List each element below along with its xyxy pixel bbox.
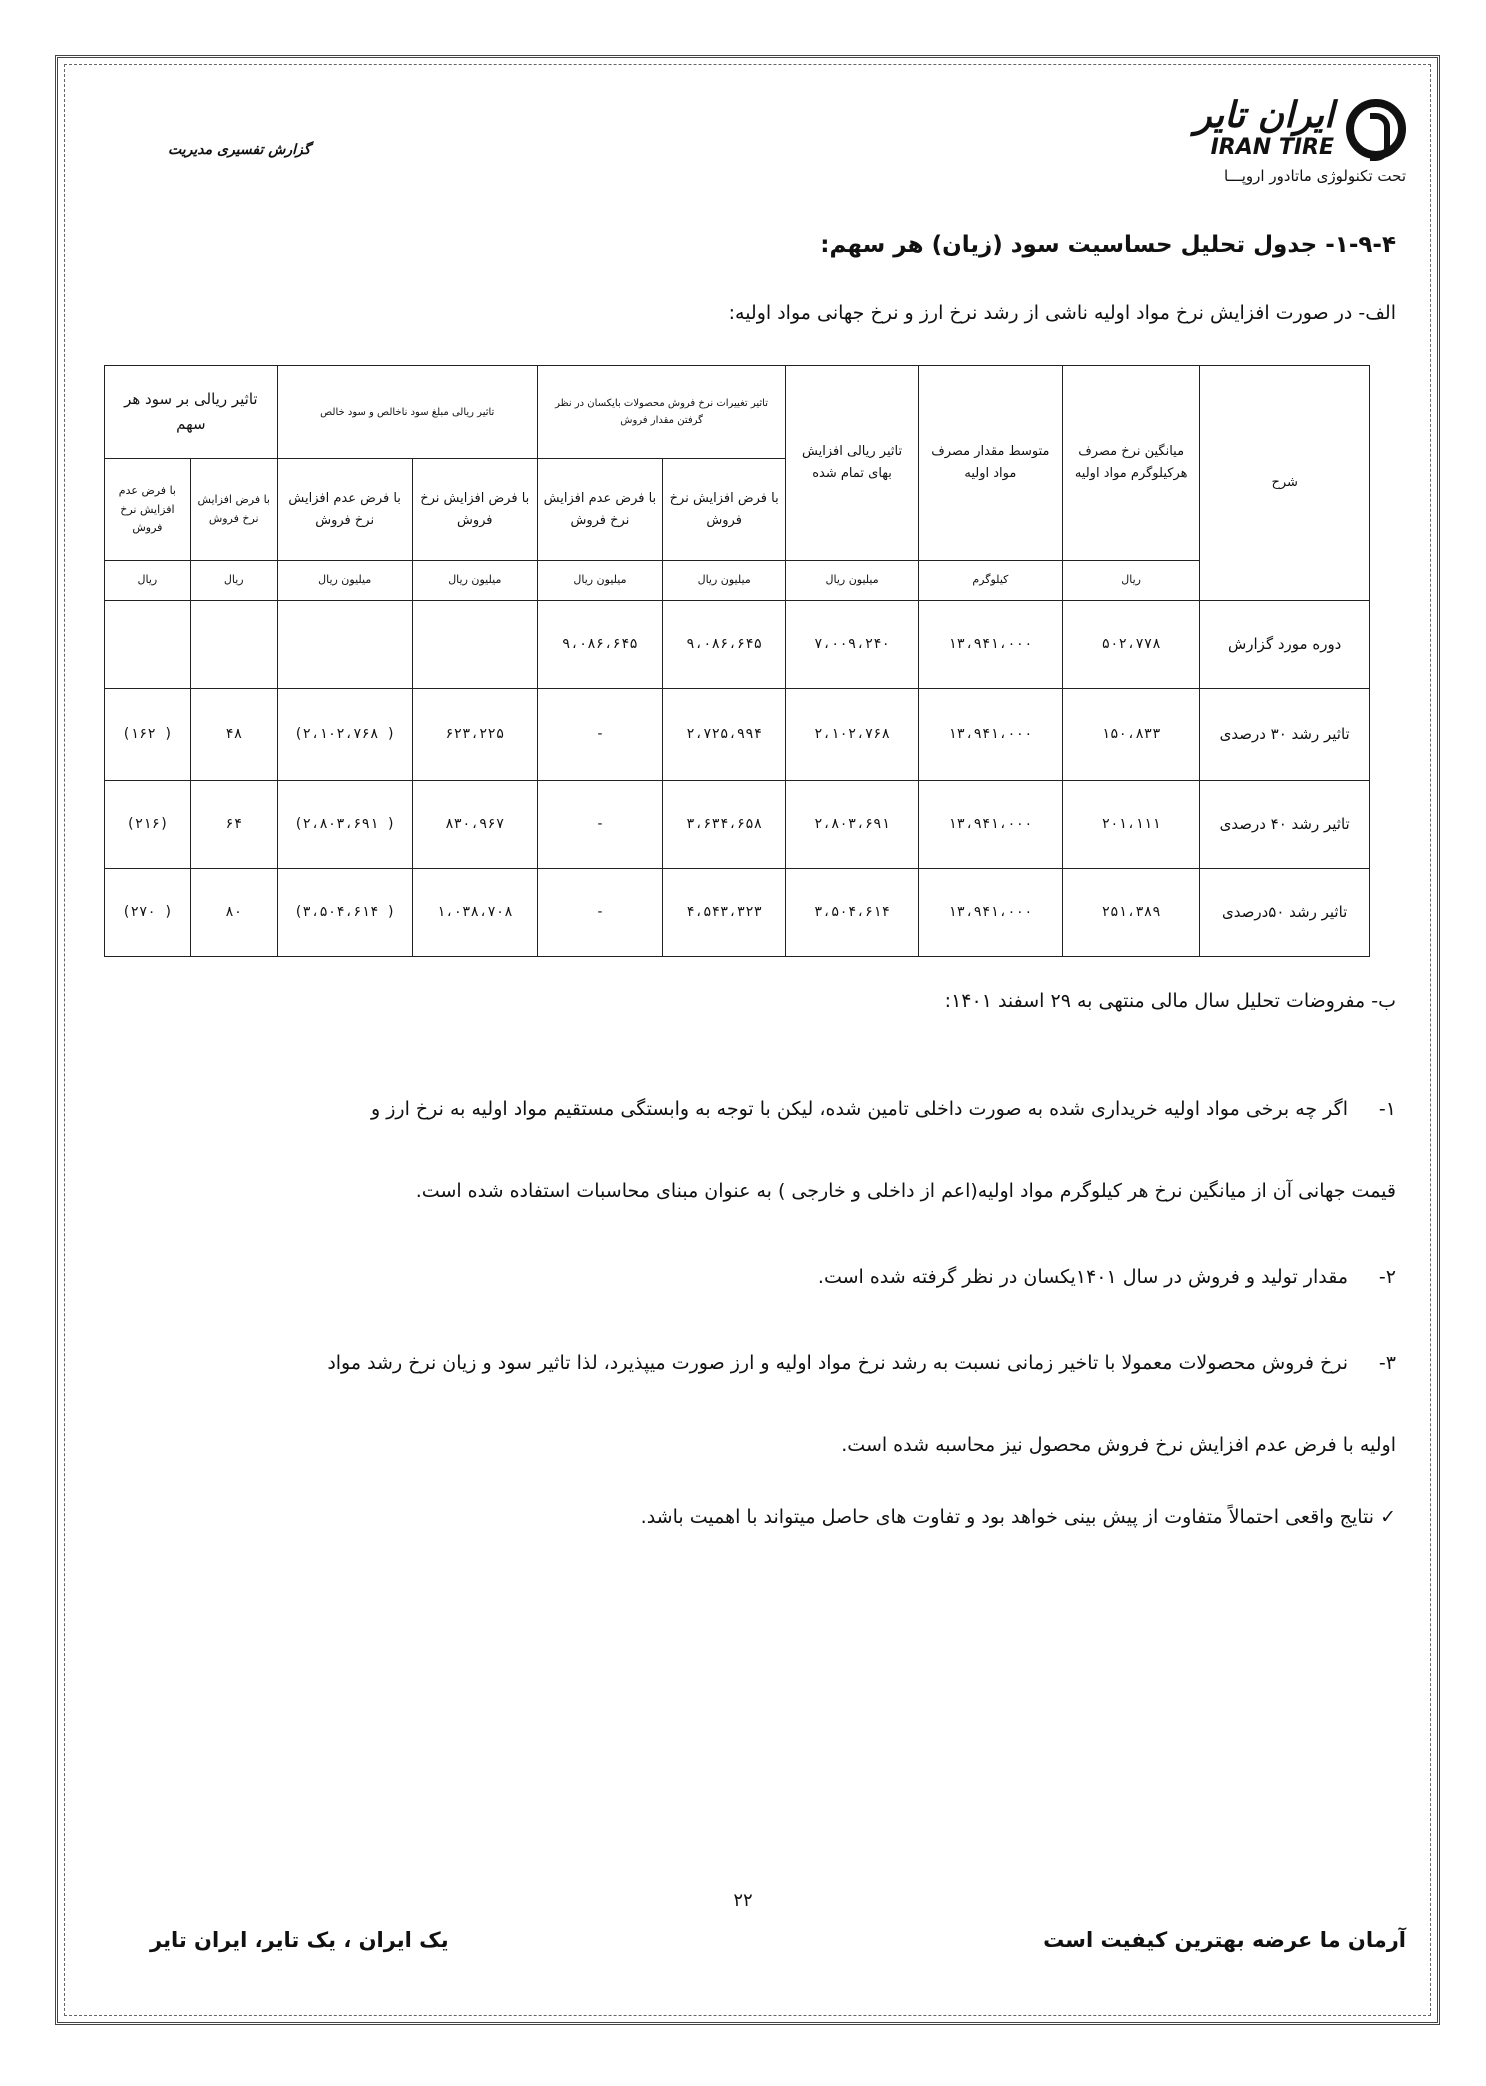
sub-sales-inc: با فرض افزایش نرخ فروش — [663, 459, 786, 561]
item-text: اولیه با فرض عدم افزایش نرخ فروش محصول نیز محاسبه شده است. — [841, 1434, 1396, 1456]
item-text: نرخ فروش محصولات معمولا با تاخیر زمانی نسبت به رشد نرخ مواد اولیه و ارز صورت میپذیرد، لذا تاثیر سود و زیان نرخ رشد مواد — [327, 1352, 1348, 1374]
cell-eps-inc: ۸۰ — [190, 869, 277, 957]
note-item — [156, 1498, 1396, 1536]
item-text: مقدار تولید و فروش در سال ۱۴۰۱یکسان در نظر گرفته شده است. — [817, 1266, 1348, 1288]
cell-profit-inc — [412, 601, 537, 689]
cell-eps-noinc — [105, 601, 191, 689]
unit-cell: میلیون ریال — [277, 561, 412, 601]
cell-eps-inc: ۶۴ — [190, 781, 277, 869]
cell-eps-inc — [190, 601, 277, 689]
cell-profit-inc: ۶۲۳،۲۲۵ — [412, 689, 537, 781]
list-item — [156, 1344, 1396, 1382]
unit-cell: میلیون ریال — [786, 561, 918, 601]
table-row — [105, 869, 1370, 957]
page-border-inner — [64, 64, 1431, 2016]
row-label: تاثیر رشد ۳۰ درصدی — [1200, 689, 1370, 781]
table-row — [105, 601, 1370, 689]
list-item — [156, 1258, 1396, 1296]
cell-cost: ۲،۱۰۲،۷۶۸ — [786, 689, 918, 781]
cell-avg-rate: ۵۰۲،۷۷۸ — [1062, 601, 1199, 689]
list-item-continued — [156, 1172, 1396, 1210]
unit-cell: کیلوگرم — [918, 561, 1062, 601]
header-profit-impact: تاثیر ریالی مبلغ سود ناخالص و سود خالص — [277, 366, 537, 459]
cell-sales-inc: ۴،۵۴۳،۳۲۳ — [663, 869, 786, 957]
list-item-continued — [156, 1426, 1396, 1464]
cell-avg-qty: ۱۳،۹۴۱،۰۰۰ — [918, 781, 1062, 869]
unit-cell: ریال — [190, 561, 277, 601]
header-description: شرح — [1200, 366, 1370, 601]
table-header-row — [105, 366, 1370, 459]
sub-eps-noinc: با فرض عدم افزایش نرخ فروش — [105, 459, 191, 561]
sensitivity-table — [104, 365, 1370, 957]
item-number: ۲- — [1378, 1266, 1396, 1288]
intro-paragraph: الف- در صورت افزایش نرخ مواد اولیه ناشی از رشد نرخ ارز و نرخ جهانی مواد اولیه: — [728, 302, 1396, 324]
logo-subtitle: تحت تکنولوژی ماتادور اروپـــا — [1223, 167, 1406, 185]
cell-cost: ۲،۸۰۳،۶۹۱ — [786, 781, 918, 869]
cell-avg-qty: ۱۳،۹۴۱،۰۰۰ — [918, 869, 1062, 957]
section-b-heading: ب- مفروضات تحلیل سال مالی منتهی به ۲۹ اسفند ۱۴۰۱: — [944, 990, 1396, 1012]
sub-sales-noinc: با فرض عدم افزایش نرخ فروش — [537, 459, 662, 561]
item-number: ۱- — [1378, 1098, 1396, 1120]
unit-cell: ریال — [105, 561, 191, 601]
cell-avg-rate: ۱۵۰،۸۳۳ — [1062, 689, 1199, 781]
header-cost-impact: تاثیر ریالی افزایش بهای تمام شده — [786, 366, 918, 561]
cell-avg-qty: ۱۳،۹۴۱،۰۰۰ — [918, 601, 1062, 689]
cell-profit-inc: ۱،۰۳۸،۷۰۸ — [412, 869, 537, 957]
assumptions-list — [156, 1090, 1396, 1536]
header-sales-impact: تاثیر تغییرات نرخ فروش محصولات بایکسان در نظر گرفتن مقدار فروش — [537, 366, 785, 459]
row-label: تاثیر رشد ۴۰ درصدی — [1200, 781, 1370, 869]
unit-cell: ریال — [1062, 561, 1199, 601]
table-unit-row — [105, 561, 1370, 601]
cell-eps-noinc: (۲۷۰ ) — [105, 869, 191, 957]
item-text: قیمت جهانی آن از میانگین نرخ هر کیلوگرم مواد اولیه(اعم از داخلی و خارجی ) به عنوان مبنای محاسبات استفاده شده است. — [415, 1180, 1396, 1202]
unit-cell: میلیون ریال — [537, 561, 662, 601]
cell-eps-noinc: (۲۱۶) — [105, 781, 191, 869]
cell-profit-noinc: (۳،۵۰۴،۶۱۴ ) — [277, 869, 412, 957]
cell-eps-inc: ۴۸ — [190, 689, 277, 781]
cell-profit-inc: ۸۳۰،۹۶۷ — [412, 781, 537, 869]
cell-profit-noinc: (۲،۸۰۳،۶۹۱ ) — [277, 781, 412, 869]
report-type: گزارش تفسیری مدیریت — [168, 142, 311, 158]
cell-sales-noinc: - — [537, 869, 662, 957]
logo-persian-text: ایران تایر — [1194, 95, 1334, 136]
header-eps-impact: تاثیر ریالی بر سود هر سهم — [105, 366, 278, 459]
logo-english-text: IRAN TIRE — [1210, 135, 1334, 160]
table-row — [105, 781, 1370, 869]
sub-eps-inc: با فرض افزایش نرخ فروش — [190, 459, 277, 561]
footer-slogan-right: آرمان ما عرضه بهترین کیفیت است — [1043, 1928, 1406, 1952]
section-heading: ۱-۹-۴- جدول تحلیل حساسیت سود (زیان) هر سهم: — [820, 232, 1396, 258]
cell-profit-noinc — [277, 601, 412, 689]
row-label: دوره مورد گزارش — [1200, 601, 1370, 689]
cell-sales-inc: ۹،۰۸۶،۶۴۵ — [663, 601, 786, 689]
company-logo — [1146, 95, 1406, 195]
item-text: اگر چه برخی مواد اولیه خریداری شده به صورت داخلی تامین شده، لیکن با توجه به وابستگی مستقیم مواد اولیه به نرخ ارز و — [371, 1098, 1348, 1120]
footer-slogan-left: یک ایران ، یک تایر، ایران تایر — [150, 1928, 449, 1952]
cell-sales-noinc: - — [537, 689, 662, 781]
header-avg-rate: میانگین نرخ مصرف هرکیلوگرم مواد اولیه — [1062, 366, 1199, 561]
iran-tire-logo-icon — [1346, 99, 1406, 159]
sub-profit-noinc: با فرض عدم افزایش نرخ فروش — [277, 459, 412, 561]
row-label: تاثیر رشد ۵۰درصدی — [1200, 869, 1370, 957]
cell-eps-noinc: (۱۶۲ ) — [105, 689, 191, 781]
header-avg-qty: متوسط مقدار مصرف مواد اولیه — [918, 366, 1062, 561]
unit-cell: میلیون ریال — [412, 561, 537, 601]
sub-profit-inc: با فرض افزایش نرخ فروش — [412, 459, 537, 561]
cell-sales-inc: ۲،۷۲۵،۹۹۴ — [663, 689, 786, 781]
page-number: ۲۲ — [733, 1890, 753, 1911]
unit-cell: میلیون ریال — [663, 561, 786, 601]
cell-avg-rate: ۲۵۱،۳۸۹ — [1062, 869, 1199, 957]
cell-cost: ۳،۵۰۴،۶۱۴ — [786, 869, 918, 957]
table-row — [105, 689, 1370, 781]
item-number: ۳- — [1378, 1352, 1396, 1374]
cell-sales-noinc: ۹،۰۸۶،۶۴۵ — [537, 601, 662, 689]
cell-profit-noinc: (۲،۱۰۲،۷۶۸ ) — [277, 689, 412, 781]
cell-sales-noinc: - — [537, 781, 662, 869]
list-item — [156, 1090, 1396, 1128]
cell-avg-qty: ۱۳،۹۴۱،۰۰۰ — [918, 689, 1062, 781]
cell-cost: ۷،۰۰۹،۲۴۰ — [786, 601, 918, 689]
cell-sales-inc: ۳،۶۳۴،۶۵۸ — [663, 781, 786, 869]
note-text: ✓ نتایج واقعی احتمالاً متفاوت از پیش بینی خواهد بود و تفاوت های حاصل میتواند با اهمیت باشد. — [640, 1506, 1396, 1528]
cell-avg-rate: ۲۰۱،۱۱۱ — [1062, 781, 1199, 869]
